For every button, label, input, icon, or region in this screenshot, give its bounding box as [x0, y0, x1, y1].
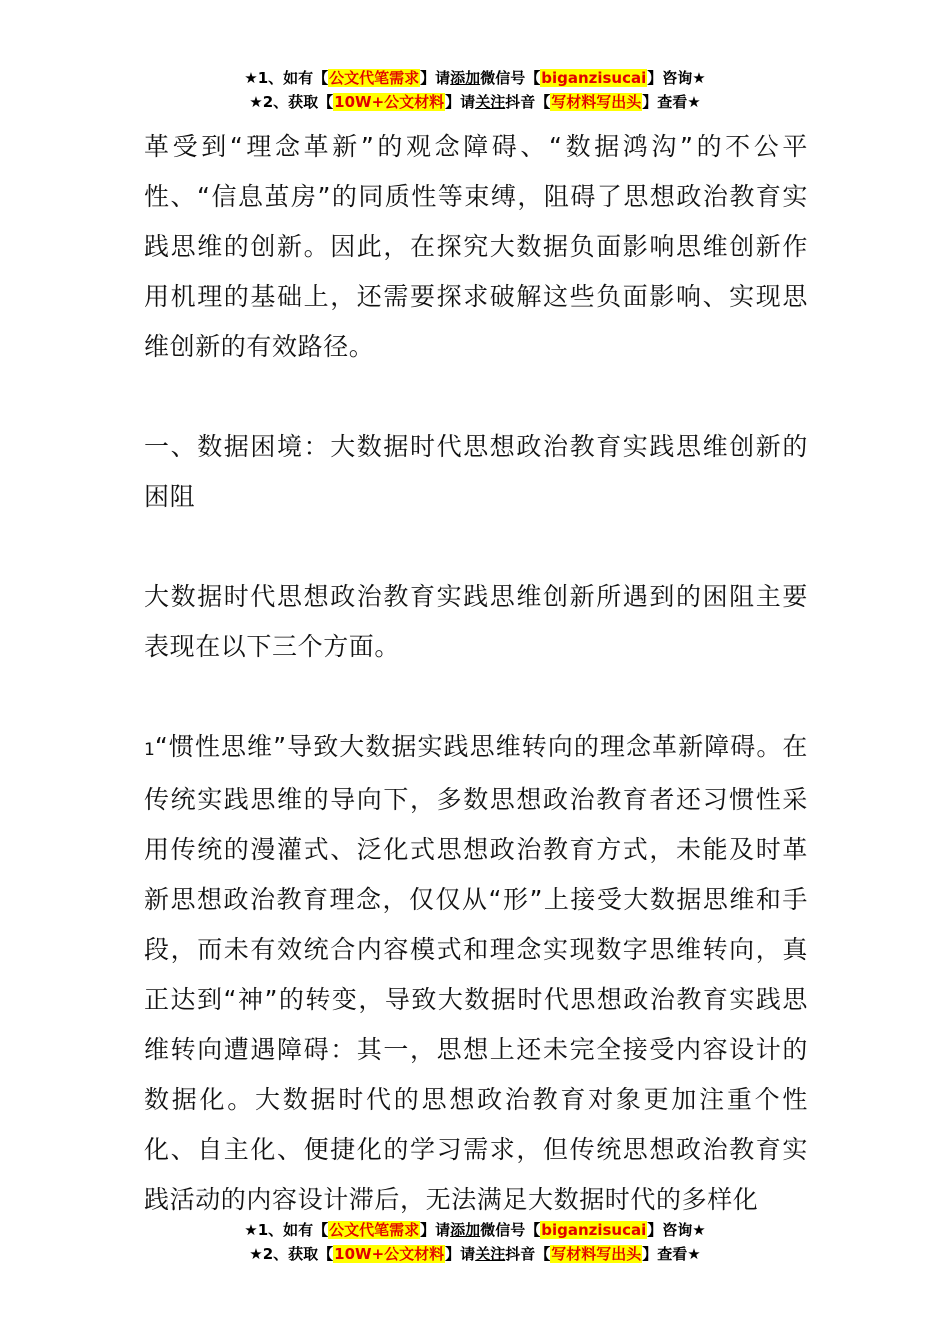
- paragraph-gap: [144, 372, 808, 422]
- star-icon: ★: [249, 1245, 263, 1263]
- promo-text: 微信号【: [480, 69, 541, 87]
- douyin-id-highlight: 写材料写出头: [551, 1245, 642, 1263]
- douyin-id-highlight: 写材料写出头: [551, 93, 642, 111]
- promo-text: 微信号【: [480, 1221, 541, 1239]
- promo-text: 抖音【: [505, 1245, 551, 1263]
- promo-text: 】请: [420, 1221, 451, 1239]
- star-icon: ★: [244, 1221, 258, 1239]
- star-icon: ★: [687, 1245, 701, 1263]
- paragraph-3-text: “惯性思维”导致大数据实践思维转向的理念革新障碍。在传统实践思维的导向下，多数思想政治教育者还习惯性采用传统的漫灌式、泛化式思想政治教育方式，未能及时革新思想政治教育理念，仅仅从“形”上接受大数据思维和手段，而未有效统合内容模式和理念实现数字思维转向，真正达到“神”的转变，导致大数据时代思想政治教育实践思维转向遭遇障碍：其一，思想上还未完全接受内容设计的数据化。大数据时代的思想政治教育对象更加注重个性化、自主化、便捷化的学习需求，但传统思想政治教育实践活动的内容设计滞后，无法满足大数据时代的多样化: [144, 732, 808, 1214]
- promo-text: 2、获取【: [262, 93, 334, 111]
- promo-text: 1、如有【: [257, 69, 329, 87]
- paragraph-1: 革受到“理念革新”的观念障碍、“数据鸿沟”的不公平性、“信息茧房”的同质性等束缚，阻碍了思想政治教育实践思维的创新。因此，在探究大数据负面影响思维创新作用机理的基础上，还需要探求破解这些负面影响、实现思维创新的有效路径。: [144, 132, 808, 361]
- star-icon: ★: [692, 69, 706, 87]
- promo-highlight: 公文代笔需求: [329, 69, 420, 87]
- promo-underline: 添加: [450, 69, 481, 87]
- promo-text: 】请: [445, 93, 476, 111]
- promo-underline: 添加: [450, 1221, 481, 1239]
- bottom-promo-banner: [0, 1218, 950, 1266]
- star-icon: ★: [692, 1221, 706, 1239]
- star-icon: ★: [687, 93, 701, 111]
- paragraph-gap: [144, 522, 808, 572]
- paragraph-2: 大数据时代思想政治教育实践思维创新所遇到的困阻主要表现在以下三个方面。: [144, 582, 808, 661]
- promo-underline: 关注: [475, 1245, 506, 1263]
- promo-text: 】请: [445, 1245, 476, 1263]
- promo-text: 】咨询: [647, 69, 693, 87]
- promo-line-1: [0, 1218, 950, 1242]
- promo-text: 1、如有【: [257, 1221, 329, 1239]
- promo-text: 】请: [420, 69, 451, 87]
- wechat-id-highlight: biganzisucai: [541, 69, 647, 87]
- top-promo-banner: [0, 66, 950, 114]
- document-body: [144, 122, 808, 1225]
- list-number: 1: [144, 740, 155, 760]
- promo-highlight: 公文代笔需求: [329, 1221, 420, 1239]
- promo-text: 】查看: [642, 93, 688, 111]
- promo-line-2: [0, 90, 950, 114]
- section-heading: 一、数据困境：大数据时代思想政治教育实践思维创新的困阻: [144, 432, 808, 511]
- promo-text: 2、获取【: [262, 1245, 334, 1263]
- paragraph-3: [144, 722, 808, 1225]
- promo-underline: 关注: [475, 93, 506, 111]
- paragraph-gap: [144, 672, 808, 722]
- promo-highlight: 10W+公文材料: [334, 93, 445, 111]
- wechat-id-highlight: biganzisucai: [541, 1221, 647, 1239]
- promo-line-1: [0, 66, 950, 90]
- star-icon: ★: [249, 93, 263, 111]
- promo-text: 】查看: [642, 1245, 688, 1263]
- promo-text: 】咨询: [647, 1221, 693, 1239]
- promo-line-2: [0, 1242, 950, 1266]
- promo-text: 抖音【: [505, 93, 551, 111]
- promo-highlight: 10W+公文材料: [334, 1245, 445, 1263]
- star-icon: ★: [244, 69, 258, 87]
